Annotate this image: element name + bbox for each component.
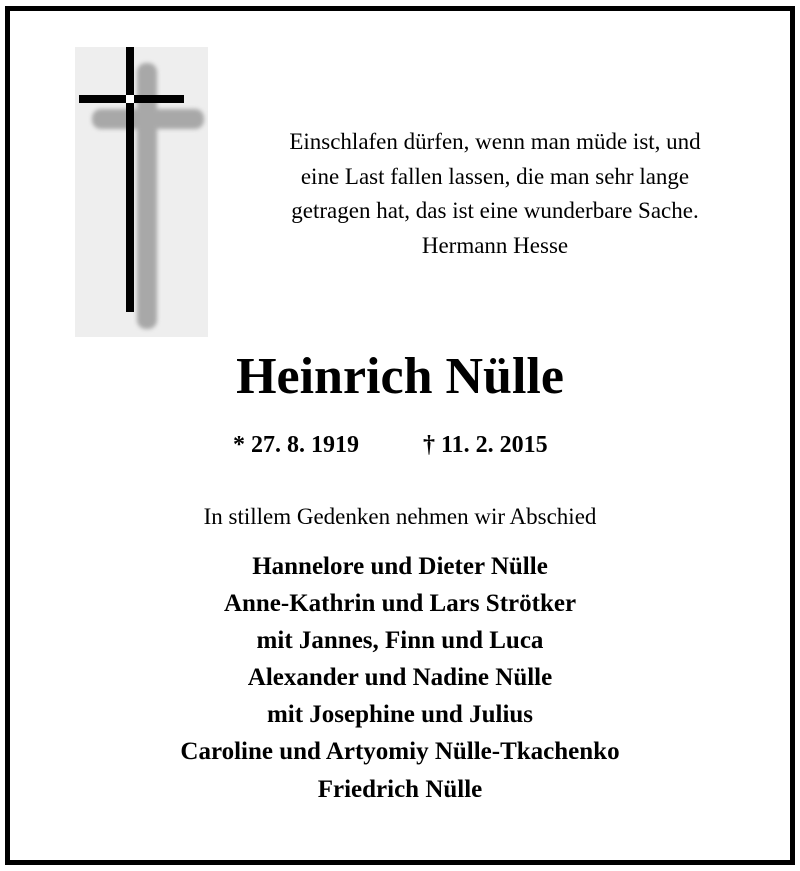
- quote: [230, 125, 760, 263]
- quote-line: getragen hat, das ist eine wunderbare Sache.: [291, 198, 699, 223]
- birth-date: * 27. 8. 1919: [233, 432, 359, 458]
- farewell-text: In stillem Gedenken nehmen wir Abschied: [203, 504, 597, 529]
- deceased-name: Heinrich Nülle: [236, 348, 564, 405]
- mourner-line: Friedrich Nülle: [317, 775, 483, 803]
- mourner-line: Anne-Kathrin und Lars Strötker: [223, 590, 577, 618]
- quote-author: Hermann Hesse: [421, 232, 569, 258]
- mourner-line: Hannelore und Dieter Nülle: [252, 553, 548, 580]
- mourners-list: [0, 548, 800, 808]
- mourner-line: Alexander und Nadine Nülle: [247, 664, 553, 692]
- mourner-line: mit Jannes, Finn und Luca: [256, 627, 544, 655]
- mourner-line: mit Josephine und Julius: [266, 701, 534, 729]
- quote-line: eine Last fallen lassen, die man sehr lange: [300, 163, 690, 189]
- life-dates: [0, 427, 800, 463]
- cross-icon: [75, 47, 208, 337]
- death-date: † 11. 2. 2015: [423, 432, 548, 458]
- mourner-line: Caroline und Artyomiy Nülle-Tkachenko: [180, 738, 620, 766]
- quote-line: Einschlafen dürfen, wenn man müde ist, und: [289, 129, 701, 154]
